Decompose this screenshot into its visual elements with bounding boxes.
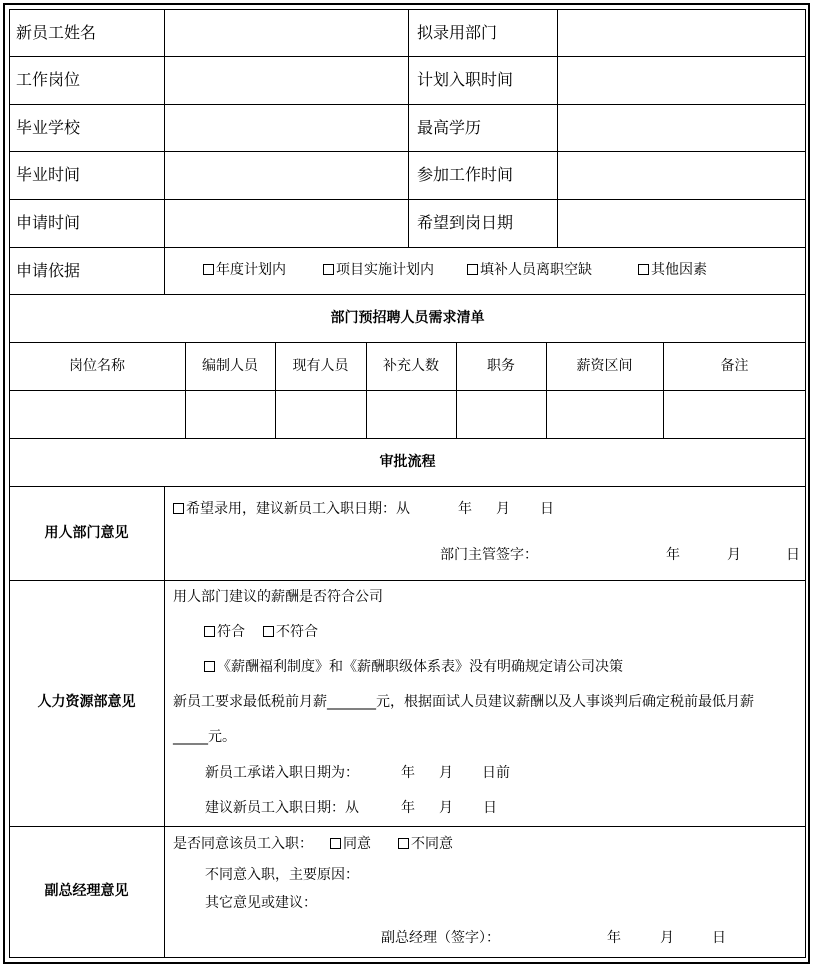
col-header-remarks: 备注 — [720, 358, 749, 374]
new-employee-approval-form — [9, 9, 806, 958]
checkbox-icon[interactable] — [263, 626, 274, 637]
hr-salary-statement-line2: _____元。 — [173, 729, 236, 745]
degree-field[interactable] — [558, 105, 805, 151]
basis-option-annual-plan[interactable]: 年度计划内 — [203, 263, 286, 277]
label-position: 工作岗位 — [16, 70, 81, 89]
application-time-field[interactable] — [165, 200, 408, 247]
dept-sign-year-unit: 年 — [666, 547, 680, 563]
label-work-start-time: 参加工作时间 — [417, 165, 514, 184]
hr-promised-start-date-label: 新员工承诺入职日期为： — [205, 765, 359, 781]
dept-month-unit: 月 — [496, 501, 510, 517]
dept-day-unit: 日 — [540, 501, 554, 517]
hr-suggest-year-unit: 年 — [401, 800, 415, 816]
vp-other-comments-label: 其它意见或建议： — [205, 895, 317, 911]
checkbox-icon[interactable] — [204, 626, 215, 637]
label-department-opinion: 用人部门意见 — [44, 525, 129, 541]
label-vp-opinion: 副总经理意见 — [44, 883, 129, 899]
department-field[interactable] — [558, 10, 805, 56]
section-title-approval-process: 审批流程 — [379, 454, 436, 470]
hr-suggest-month-unit: 月 — [439, 800, 453, 816]
vp-disagree-reason-label: 不同意入职，主要原因： — [205, 867, 359, 883]
basis-option-vacancy[interactable]: 填补人员离职空缺 — [467, 263, 592, 277]
basis-option-project-plan[interactable]: 项目实施计划内 — [323, 263, 434, 277]
hr-salary-statement-line1: 新员工要求最低税前月薪_______元，根据面试人员建议薪酬以及人事谈判后确定税前最低月薪 — [173, 694, 754, 710]
hr-suggested-start-date-label: 建议新员工入职日期：从 — [205, 800, 359, 816]
checkbox-icon[interactable] — [638, 264, 649, 275]
cell-remarks[interactable] — [664, 391, 805, 438]
checkbox-icon[interactable] — [398, 838, 409, 849]
dept-hope-hire-option[interactable]: 希望录用，建议新员工入职日期：从 — [173, 502, 410, 516]
cell-salary-range[interactable] — [547, 391, 663, 438]
label-hiring-department: 拟录用部门 — [417, 23, 498, 42]
vp-signature-label: 副总经理（签字）： — [381, 930, 500, 946]
basis-option-other[interactable]: 其他因素 — [638, 263, 707, 277]
hr-suggest-day-unit: 日 — [483, 800, 497, 816]
vp-sign-month-unit: 月 — [660, 930, 674, 946]
cell-supplement-count[interactable] — [367, 391, 456, 438]
label-application-basis: 申请依据 — [16, 261, 81, 280]
vp-option-disagree[interactable]: 不同意 — [398, 837, 453, 851]
cell-title[interactable] — [457, 391, 546, 438]
planned-start-date-field[interactable] — [558, 57, 805, 104]
label-hr-opinion: 人力资源部意见 — [37, 694, 136, 710]
hr-promise-month-unit: 月 — [439, 765, 453, 781]
label-application-time: 申请时间 — [16, 213, 81, 232]
vp-sign-day-unit: 日 — [712, 930, 726, 946]
col-header-position-name: 岗位名称 — [69, 358, 125, 374]
graduation-time-field[interactable] — [165, 152, 408, 199]
checkbox-icon[interactable] — [467, 264, 478, 275]
cell-position-name[interactable] — [10, 391, 185, 438]
name-field[interactable] — [165, 10, 408, 56]
work-start-time-field[interactable] — [558, 152, 805, 199]
cell-current-staff[interactable] — [276, 391, 366, 438]
checkbox-icon[interactable] — [204, 661, 215, 672]
vp-approval-question: 是否同意该员工入职： — [173, 836, 313, 852]
dept-sign-month-unit: 月 — [727, 547, 741, 563]
hr-salary-compliance-question: 用人部门建议的薪酬是否符合公司 — [173, 589, 383, 605]
checkbox-icon[interactable] — [203, 264, 214, 275]
label-new-employee-name: 新员工姓名 — [16, 23, 97, 42]
col-header-title: 职务 — [487, 358, 515, 374]
checkbox-icon[interactable] — [330, 838, 341, 849]
vp-sign-year-unit: 年 — [607, 930, 621, 946]
hr-promise-before-label: 日前 — [482, 765, 510, 781]
cell-authorized-staff[interactable] — [186, 391, 275, 438]
label-highest-degree: 最高学历 — [417, 118, 482, 137]
checkbox-icon[interactable] — [323, 264, 334, 275]
section-title-requirement-list: 部门预招聘人员需求清单 — [330, 310, 485, 326]
hr-option-no-rule[interactable]: 《薪酬福利制度》和《薪酬职级体系表》没有明确规定请公司决策 — [204, 660, 623, 674]
dept-sign-day-unit: 日 — [786, 547, 800, 563]
label-planned-start-date: 计划入职时间 — [417, 70, 514, 89]
col-header-authorized-staff: 编制人员 — [202, 358, 258, 374]
col-header-salary-range: 薪资区间 — [576, 358, 633, 374]
desired-arrival-date-field[interactable] — [558, 200, 805, 247]
vp-option-agree[interactable]: 同意 — [330, 837, 371, 851]
dept-manager-signature-label: 部门主管签字： — [440, 547, 538, 563]
col-header-supplement-count: 补充人数 — [383, 358, 439, 374]
checkbox-icon[interactable] — [173, 503, 184, 514]
label-desired-arrival-date: 希望到岗日期 — [417, 213, 514, 232]
hr-promise-year-unit: 年 — [401, 765, 415, 781]
position-field[interactable] — [165, 57, 408, 104]
label-graduation-time: 毕业时间 — [16, 165, 81, 184]
hr-option-non-compliant[interactable]: 不符合 — [263, 625, 318, 639]
dept-year-unit: 年 — [458, 501, 472, 517]
school-field[interactable] — [165, 105, 408, 151]
hr-option-compliant[interactable]: 符合 — [204, 625, 245, 639]
label-school: 毕业学校 — [16, 118, 81, 137]
col-header-current-staff: 现有人员 — [292, 358, 349, 374]
